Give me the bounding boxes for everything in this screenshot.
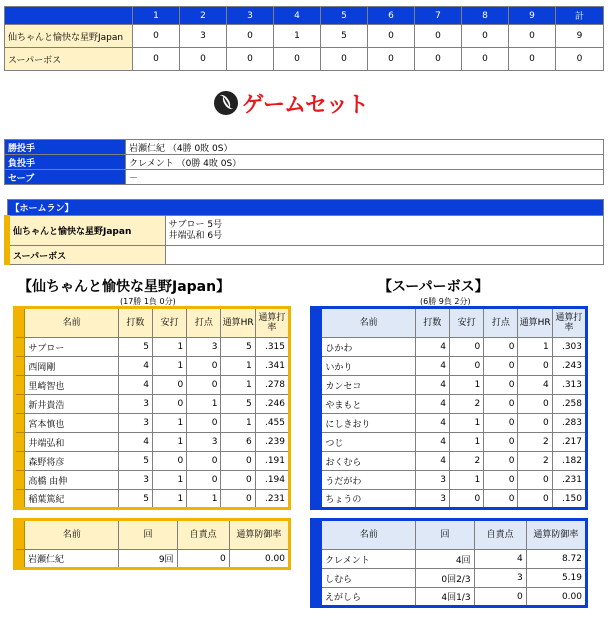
game-set-text: ゲームセット: [242, 92, 369, 118]
row-marker: [15, 433, 25, 452]
batter-row: [312, 452, 587, 471]
stat-value: .258: [552, 395, 586, 414]
stat-value: 3: [118, 414, 152, 433]
stat-value: 0: [187, 376, 221, 395]
row-marker: [312, 357, 322, 376]
player-name: ひかわ: [322, 338, 415, 357]
column-header: 通算HR: [221, 308, 255, 338]
player-name: クレメント: [322, 550, 416, 569]
stat-value: 0: [518, 414, 552, 433]
stat-value: 8.72: [526, 550, 586, 569]
inning-header: 2: [180, 7, 227, 25]
stat-value: 0: [450, 338, 484, 357]
stat-value: 1: [221, 376, 255, 395]
homerun-team-name: 仙ちゃんと愉快な星野Japan: [7, 216, 165, 246]
player-name: 岩瀬仁紀: [25, 550, 119, 569]
row-marker: [312, 376, 322, 395]
total-header: 計: [556, 7, 604, 25]
stat-value: 3: [415, 490, 449, 509]
stat-value: 4: [415, 338, 449, 357]
player-name: うだがわ: [322, 471, 415, 490]
stat-value: 4: [415, 433, 449, 452]
stat-value: 0.00: [526, 588, 586, 607]
stat-value: 3: [187, 338, 221, 357]
column-header: 通算防御率: [229, 520, 289, 550]
stat-value: 0: [221, 452, 255, 471]
stat-value: 1: [153, 490, 187, 509]
stat-value: .231: [255, 490, 289, 509]
stat-value: 0: [484, 452, 518, 471]
row-marker: [15, 357, 25, 376]
save-value: －: [126, 170, 604, 185]
team-b-pitching-table: [310, 518, 588, 608]
stat-value: 1: [187, 490, 221, 509]
homerun-entry: 井端弘和 6号: [168, 230, 223, 241]
stat-value: 3: [118, 395, 152, 414]
column-header: 安打: [153, 308, 187, 338]
row-marker: [312, 490, 322, 509]
homerun-team-name: スーパーボス: [7, 246, 165, 265]
row-marker: [15, 550, 25, 569]
inning-score: 0: [133, 25, 180, 48]
row-marker: [312, 338, 322, 357]
stat-value: .303: [552, 338, 586, 357]
column-header: 通算打率: [255, 308, 289, 338]
stat-value: 4: [415, 452, 449, 471]
scoreboard-row-team-a: [5, 25, 604, 48]
stat-value: 0: [484, 490, 518, 509]
stat-value: 4: [415, 357, 449, 376]
stat-value: 4回1/3: [416, 588, 474, 607]
inning-header: 9: [509, 7, 556, 25]
batter-row: [15, 338, 290, 357]
inning-score: 0: [180, 48, 227, 71]
stat-value: 0: [153, 376, 187, 395]
baseball-icon: [214, 91, 238, 115]
stat-value: 3: [474, 569, 526, 588]
scoreboard-row-team-b: [5, 48, 604, 71]
header-marker: [312, 308, 322, 338]
row-marker: [312, 414, 322, 433]
inning-score: 0: [509, 48, 556, 71]
stat-value: 2: [450, 452, 484, 471]
homerun-row-team-a: [7, 216, 604, 246]
inning-header: 8: [462, 7, 509, 25]
batter-row: [312, 357, 587, 376]
player-name: 里崎智也: [25, 376, 118, 395]
stat-value: 6: [221, 433, 255, 452]
header-row: [312, 308, 587, 338]
row-marker: [312, 395, 322, 414]
player-name: つじ: [322, 433, 415, 452]
stat-value: 1: [153, 414, 187, 433]
stat-value: 0: [153, 452, 187, 471]
stat-value: 0: [450, 357, 484, 376]
stat-value: .313: [552, 376, 586, 395]
stat-value: 0: [484, 357, 518, 376]
column-header: 通算防御率: [526, 520, 586, 550]
player-name: 新井貴浩: [25, 395, 118, 414]
header-marker: [312, 520, 322, 550]
header-marker: [15, 520, 25, 550]
column-header: 自責点: [177, 520, 229, 550]
stat-value: .455: [255, 414, 289, 433]
column-header: 打数: [415, 308, 449, 338]
homerun-list: [165, 246, 604, 265]
stat-value: 9回: [119, 550, 177, 569]
team-name: 仙ちゃんと愉快な星野Japan: [5, 25, 133, 48]
homerun-header: 【ホームラン】: [7, 200, 604, 216]
row-marker: [15, 395, 25, 414]
inning-header: 6: [368, 7, 415, 25]
inning-header: 1: [133, 7, 180, 25]
stat-value: 0: [153, 395, 187, 414]
stat-value: 0: [187, 452, 221, 471]
stat-value: 4: [118, 433, 152, 452]
save-row: [5, 170, 604, 185]
stat-value: 5: [221, 338, 255, 357]
batter-row: [312, 338, 587, 357]
stat-value: 0: [187, 414, 221, 433]
player-name: 井端弘和: [25, 433, 118, 452]
inning-score: 0: [368, 25, 415, 48]
stat-value: 4回: [416, 550, 474, 569]
column-header: 通算HR: [518, 308, 552, 338]
stat-value: 2: [518, 433, 552, 452]
stat-value: .217: [552, 433, 586, 452]
stat-value: 1: [153, 433, 187, 452]
scoreboard-corner: [5, 7, 133, 25]
inning-score: 0: [415, 25, 462, 48]
column-header: 打点: [187, 308, 221, 338]
stat-value: 4: [415, 414, 449, 433]
row-marker: [15, 490, 25, 509]
team-a-pitching-table: [13, 518, 291, 570]
batter-row: [15, 395, 290, 414]
scoreboard: [4, 6, 604, 71]
stat-value: .239: [255, 433, 289, 452]
win-pitcher-row: [5, 140, 604, 155]
stat-value: .182: [552, 452, 586, 471]
header-row: [15, 520, 290, 550]
player-name: ちょうの: [322, 490, 415, 509]
batter-row: [15, 414, 290, 433]
column-header: 打点: [484, 308, 518, 338]
inning-score: 0: [274, 48, 321, 71]
stat-value: 0: [484, 471, 518, 490]
header-row: [312, 520, 587, 550]
player-name: いかり: [322, 357, 415, 376]
homerun-entry: サブロー 5号: [168, 219, 223, 230]
stat-value: 0: [221, 471, 255, 490]
inning-header: 5: [321, 7, 368, 25]
stat-value: 0: [484, 395, 518, 414]
team-a-title: 【仙ちゃんと愉快な星野Japan】: [18, 279, 231, 295]
stat-value: 0: [518, 490, 552, 509]
stat-value: .243: [552, 357, 586, 376]
inning-header: 4: [274, 7, 321, 25]
stat-value: 5: [118, 490, 152, 509]
header-marker: [15, 308, 25, 338]
pitcher-row: [312, 550, 587, 569]
batter-row: [15, 376, 290, 395]
stat-value: 0.00: [229, 550, 289, 569]
team-b-record: (6勝 9負 2分): [420, 297, 471, 306]
inning-score: 0: [509, 25, 556, 48]
stat-value: .283: [552, 414, 586, 433]
stat-value: 0: [518, 395, 552, 414]
stat-value: .278: [255, 376, 289, 395]
stat-value: 0: [474, 588, 526, 607]
batter-row: [312, 376, 587, 395]
stat-value: 0: [518, 357, 552, 376]
stat-value: 1: [221, 414, 255, 433]
column-header: 名前: [25, 520, 119, 550]
inning-score: 5: [321, 25, 368, 48]
stat-value: 1: [153, 471, 187, 490]
stat-value: .231: [552, 471, 586, 490]
stat-value: 2: [450, 395, 484, 414]
stat-value: 0: [484, 338, 518, 357]
column-header: 名前: [322, 520, 416, 550]
stat-value: 1: [450, 433, 484, 452]
stat-value: 4: [118, 357, 152, 376]
row-marker: [15, 376, 25, 395]
stat-value: 4: [474, 550, 526, 569]
pitcher-row: [312, 569, 587, 588]
stat-value: 1: [518, 338, 552, 357]
inning-score: 0: [415, 48, 462, 71]
inning-score: 0: [227, 48, 274, 71]
stat-value: 1: [450, 376, 484, 395]
team-b-title: 【スーパーボス】: [378, 279, 489, 295]
stat-value: 1: [450, 471, 484, 490]
stat-value: 4: [415, 376, 449, 395]
team-a-record: (17勝 1負 0分): [120, 297, 176, 306]
row-marker: [312, 569, 322, 588]
player-name: 稲葉篤紀: [25, 490, 118, 509]
row-marker: [15, 471, 25, 490]
player-name: おくむら: [322, 452, 415, 471]
stat-value: 5: [118, 338, 152, 357]
stat-value: 0: [518, 471, 552, 490]
loss-pitcher-label: 負投手: [5, 155, 126, 170]
inning-score: 3: [180, 25, 227, 48]
inning-header: 7: [415, 7, 462, 25]
stat-value: 3: [415, 471, 449, 490]
inning-score: 0: [462, 48, 509, 71]
stat-value: 4: [415, 395, 449, 414]
inning-score: 1: [274, 25, 321, 48]
stat-value: 0: [187, 357, 221, 376]
stat-value: 4: [118, 376, 152, 395]
win-pitcher-label: 勝投手: [5, 140, 126, 155]
inning-header: 3: [227, 7, 274, 25]
column-header: 通算打率: [552, 308, 586, 338]
stat-value: 0: [187, 471, 221, 490]
stat-value: 0: [484, 376, 518, 395]
loss-pitcher-value: クレメント （0勝 4敗 0S）: [126, 155, 604, 170]
column-header: 自責点: [474, 520, 526, 550]
inning-score: 0: [227, 25, 274, 48]
stat-value: 1: [187, 395, 221, 414]
stat-value: 5: [221, 395, 255, 414]
row-marker: [312, 433, 322, 452]
team-b-batting-table: [310, 306, 588, 510]
player-name: 西岡剛: [25, 357, 118, 376]
stat-value: .341: [255, 357, 289, 376]
stat-value: 0: [450, 490, 484, 509]
pitcher-row: [312, 588, 587, 607]
homerun-row-team-b: [7, 246, 604, 265]
batter-row: [15, 471, 290, 490]
save-label: セーブ: [5, 170, 126, 185]
stat-value: 0: [221, 490, 255, 509]
team-a-batting-table: [13, 306, 291, 510]
stat-value: 0: [484, 433, 518, 452]
stat-value: 1: [153, 357, 187, 376]
homerun-list: [165, 216, 604, 246]
stat-value: .246: [255, 395, 289, 414]
batter-row: [312, 471, 587, 490]
row-marker: [312, 471, 322, 490]
win-pitcher-value: 岩瀬仁紀 （4勝 0敗 0S）: [126, 140, 604, 155]
batter-row: [15, 433, 290, 452]
stat-value: 1: [153, 338, 187, 357]
stat-value: 1: [221, 357, 255, 376]
team-name: スーパーボス: [5, 48, 133, 71]
stat-value: 0: [177, 550, 229, 569]
stat-value: 1: [450, 414, 484, 433]
pitcher-row: [15, 550, 290, 569]
row-marker: [312, 588, 322, 607]
player-name: サブロー: [25, 338, 118, 357]
stat-value: 0: [484, 414, 518, 433]
batter-row: [312, 433, 587, 452]
batter-row: [312, 395, 587, 414]
column-header: 名前: [25, 308, 118, 338]
player-name: 森野将彦: [25, 452, 118, 471]
column-header: 回: [416, 520, 474, 550]
batter-row: [312, 414, 587, 433]
player-name: えがしら: [322, 588, 416, 607]
stat-value: 4: [518, 376, 552, 395]
scoreboard-header-row: [5, 7, 604, 25]
column-header: 安打: [450, 308, 484, 338]
stat-value: 2: [518, 452, 552, 471]
stat-value: .150: [552, 490, 586, 509]
player-name: カンセコ: [322, 376, 415, 395]
batter-row: [15, 490, 290, 509]
stat-value: 3: [118, 471, 152, 490]
game-set-banner: [214, 88, 368, 118]
row-marker: [312, 452, 322, 471]
total-score: 9: [556, 25, 604, 48]
column-header: 名前: [322, 308, 415, 338]
column-header: 打数: [118, 308, 152, 338]
total-score: 0: [556, 48, 604, 71]
inning-score: 0: [321, 48, 368, 71]
stat-value: .194: [255, 471, 289, 490]
stat-value: 5.19: [526, 569, 586, 588]
batter-row: [15, 357, 290, 376]
row-marker: [312, 550, 322, 569]
stat-value: .315: [255, 338, 289, 357]
inning-score: 0: [462, 25, 509, 48]
player-name: 宮本慎也: [25, 414, 118, 433]
row-marker: [15, 414, 25, 433]
homerun-table: [4, 199, 604, 265]
row-marker: [15, 452, 25, 471]
column-header: 回: [119, 520, 177, 550]
row-marker: [15, 338, 25, 357]
stat-value: 3: [187, 433, 221, 452]
inning-score: 0: [133, 48, 180, 71]
stat-value: .191: [255, 452, 289, 471]
player-name: にしきおり: [322, 414, 415, 433]
batter-row: [15, 452, 290, 471]
loss-pitcher-row: [5, 155, 604, 170]
player-name: しむら: [322, 569, 416, 588]
header-row: [15, 308, 290, 338]
batter-row: [312, 490, 587, 509]
player-name: やまもと: [322, 395, 415, 414]
inning-score: 0: [368, 48, 415, 71]
stat-value: 0回2/3: [416, 569, 474, 588]
player-name: 高橋 由伸: [25, 471, 118, 490]
stat-value: 5: [118, 452, 152, 471]
pitcher-results: [4, 139, 604, 185]
